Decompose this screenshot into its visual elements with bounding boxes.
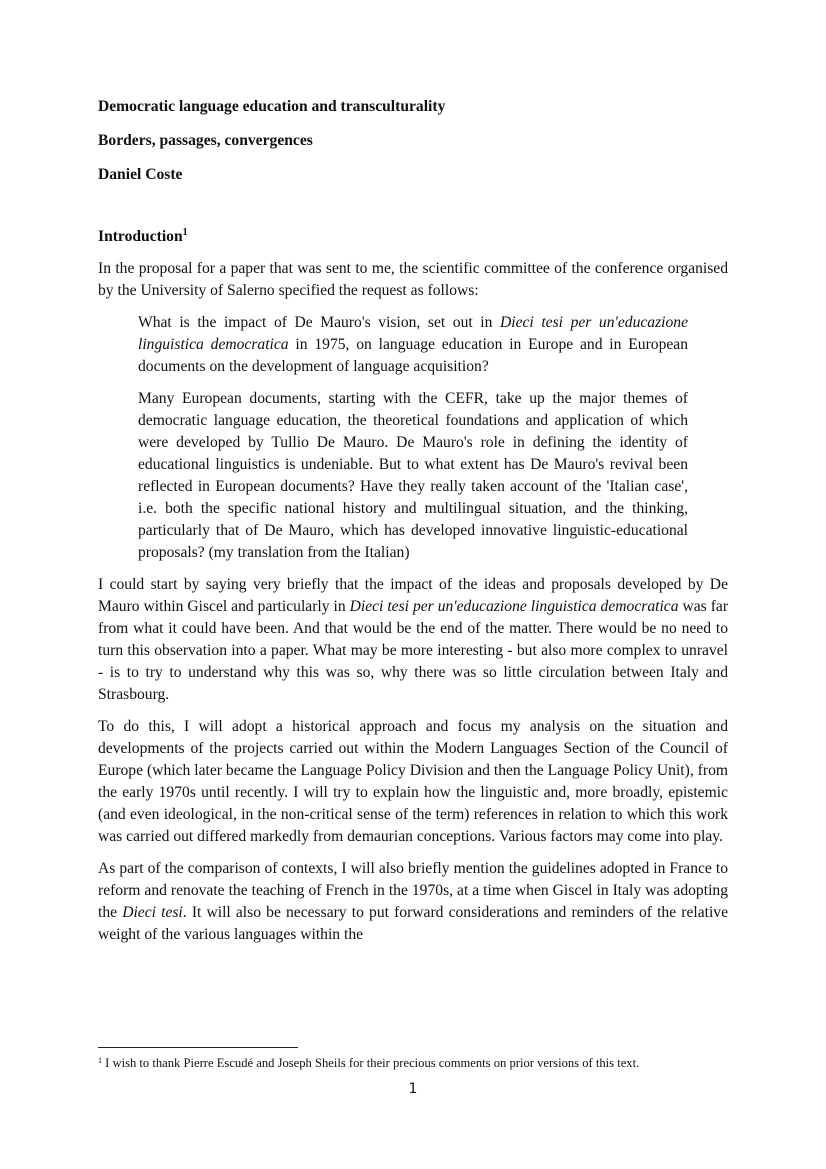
paragraph-impact (98, 574, 728, 706)
paragraph-text: I could start by saying very briefly that the impact of the ideas and proposals developed by De Mauro within Giscel and particularly in (98, 576, 728, 615)
section-heading-text: Introduction (98, 228, 183, 245)
document-page (98, 96, 728, 956)
book-title: Dieci tesi per un'educazione linguistica democratica (138, 314, 689, 353)
section-heading (98, 226, 728, 248)
document-title: Democratic language education and transculturality (98, 98, 446, 115)
quote-paragraph-2: Many European documents, starting with the CEFR, take up the major themes of democratic language education, the theoretical foundations and application of which were developed by Tullio De Mauro. De Mauro's role in defining the identity of educational linguistics is undeniable. But to what extent has De Mauro's revival been reflected in European documents? Have they really taken account of the 'Italian case', i.e. both the specific national history and multilingual situation, and the thinking, particularly that of De Mauro, which has developed innovative linguistic-educational proposals? (my translation from the Italian) (138, 390, 688, 561)
quote-paragraph-1 (138, 312, 688, 378)
footnote (98, 1055, 738, 1071)
quote-text: in 1975, on language education in Europe and in European documents on the development of language acquisition? (138, 336, 689, 375)
paragraph-proposal: In the proposal for a paper that was sent to me, the scientific committee of the conference organised by the University of Salerno specified the request as follows: (98, 260, 728, 299)
paragraph-approach: To do this, I will adopt a historical approach and focus my analysis on the situation and developments of the projects carried out within the Modern Languages Section of the Council of Europe (which later became the Language Policy Division and then the Language Policy Unit), from the early 1970s until recently. I will try to explain how the linguistic and, more broadly, epistemic (and even ideological, in the non-critical sense of the term) references in relation to which this work was carried out differed markedly from demaurian conceptions. Various factors may come into play. (98, 718, 728, 845)
footnote-text: I wish to thank Pierre Escudé and Joseph Sheils for their precious comments on prior versions of this text. (102, 1056, 640, 1070)
footnote-reference: 1 (182, 227, 188, 238)
book-title: Dieci tesi per un'educazione linguistica democratica (349, 598, 679, 615)
paragraph-text: was far from what it could have been. And that would be the end of the matter. There would be no need to turn this observation into a paper. What may be more interesting - but also more complex to unravel - is to try to understand why this was so, why there was so little circulation between Italy and Strasbourg. (98, 598, 729, 703)
document-subtitle: Borders, passages, convergences (98, 132, 313, 149)
quote-text: What is the impact of De Mauro's vision, set out in (138, 314, 500, 331)
block-quote (138, 312, 688, 564)
paragraph-text: . It will also be necessary to put forward considerations and reminders of the relative weight of the various languages within the (98, 904, 729, 943)
book-title: Dieci tesi (122, 904, 183, 921)
footnote-marker: 1 (98, 1056, 102, 1065)
paragraph-comparison (98, 858, 728, 946)
footnote-divider (98, 1047, 298, 1048)
document-author: Daniel Coste (98, 166, 183, 183)
paragraph-text: As part of the comparison of contexts, I will also briefly mention the guidelines adopted in France to reform and renovate the teaching of French in the 1970s, at a time when Giscel in Italy was adopting the (98, 860, 728, 921)
page-number: 1 (408, 1081, 418, 1097)
